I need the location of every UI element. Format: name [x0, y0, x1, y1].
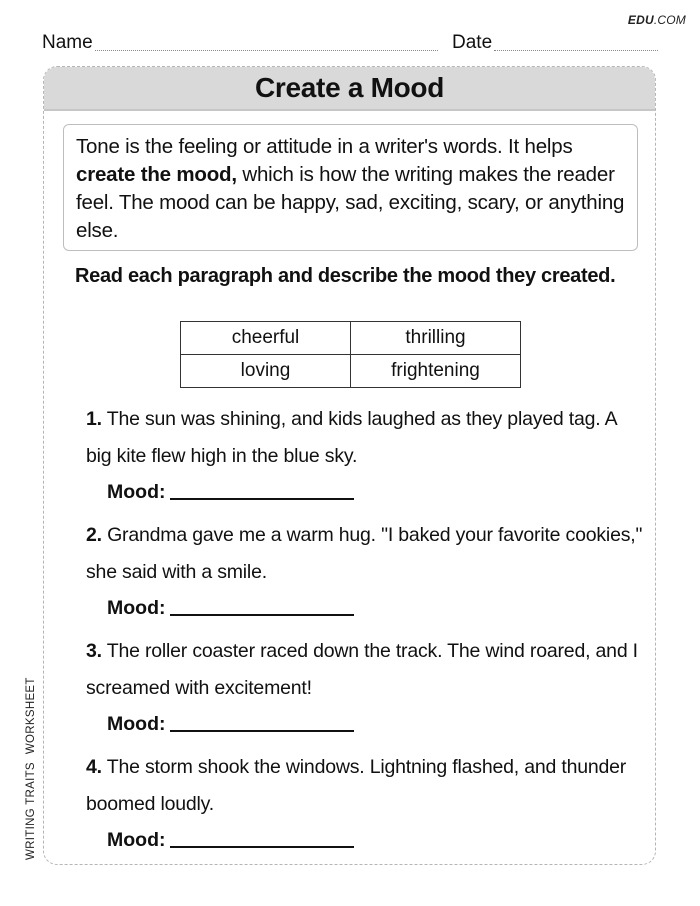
intro-text-2: which is how the writing makes the reader feel. The mood can be happy, sad, exciting, scary, or anything else.	[76, 163, 625, 242]
mood-blank-line[interactable]	[170, 845, 354, 848]
mood-label: Mood:	[107, 481, 166, 503]
word-bank-row	[181, 322, 521, 355]
word-bank-cell: cheerful	[181, 322, 351, 355]
mood-label: Mood:	[107, 713, 166, 735]
worksheet-card	[43, 66, 656, 865]
name-date-row	[42, 30, 658, 54]
name-line[interactable]	[95, 49, 438, 51]
mood-answer-2[interactable]	[107, 597, 354, 620]
word-bank-cell: thrilling	[351, 322, 521, 355]
intro-text-1: Tone is the feeling or attitude in a writer's words. It helps	[76, 135, 573, 158]
question-3	[86, 633, 646, 707]
date-label: Date	[452, 32, 493, 53]
question-text: The roller coaster raced down the track. The wind roared, and I screamed with excitement!	[86, 640, 638, 699]
mood-blank-line[interactable]	[170, 497, 354, 500]
name-field[interactable]	[42, 30, 438, 54]
question-text: Grandma gave me a warm hug. "I baked your favorite cookies," she said with a smile.	[86, 524, 643, 583]
question-number: 3.	[86, 640, 102, 662]
question-number: 1.	[86, 408, 102, 430]
mood-blank-line[interactable]	[170, 729, 354, 732]
mood-label: Mood:	[107, 597, 166, 619]
question-number: 4.	[86, 756, 102, 778]
question-4	[86, 749, 646, 823]
intro-bold-text: create the mood,	[76, 163, 237, 186]
intro-box	[63, 124, 638, 251]
date-field[interactable]	[452, 30, 658, 54]
instruction-text: Read each paragraph and describe the mood they created.	[75, 265, 616, 287]
brand-logo-bold: EDU	[627, 13, 654, 27]
side-label-category: WRITING TRAITS	[25, 762, 37, 860]
mood-label: Mood:	[107, 829, 166, 851]
brand-logo	[628, 13, 686, 27]
question-number: 2.	[86, 524, 102, 546]
question-text: The sun was shining, and kids laughed as they played tag. A big kite flew high in the blue sky.	[86, 408, 617, 467]
mood-answer-4[interactable]	[107, 829, 354, 852]
page-title: Create a Mood	[254, 72, 445, 103]
question-1	[86, 401, 646, 475]
name-label: Name	[42, 32, 93, 53]
word-bank-cell: loving	[181, 355, 351, 388]
card-header	[44, 67, 655, 111]
question-2	[86, 517, 646, 591]
side-category-label	[25, 677, 37, 860]
mood-answer-1[interactable]	[107, 481, 354, 504]
date-line[interactable]	[494, 49, 658, 51]
word-bank-row	[181, 355, 521, 388]
mood-blank-line[interactable]	[170, 613, 354, 616]
side-label-type: WORKSHEET	[25, 677, 37, 755]
word-bank-table	[180, 321, 521, 388]
word-bank-cell: frightening	[351, 355, 521, 388]
mood-answer-3[interactable]	[107, 713, 354, 736]
brand-logo-rest: .COM	[653, 13, 686, 27]
question-text: The storm shook the windows. Lightning flashed, and thunder boomed loudly.	[86, 756, 627, 815]
